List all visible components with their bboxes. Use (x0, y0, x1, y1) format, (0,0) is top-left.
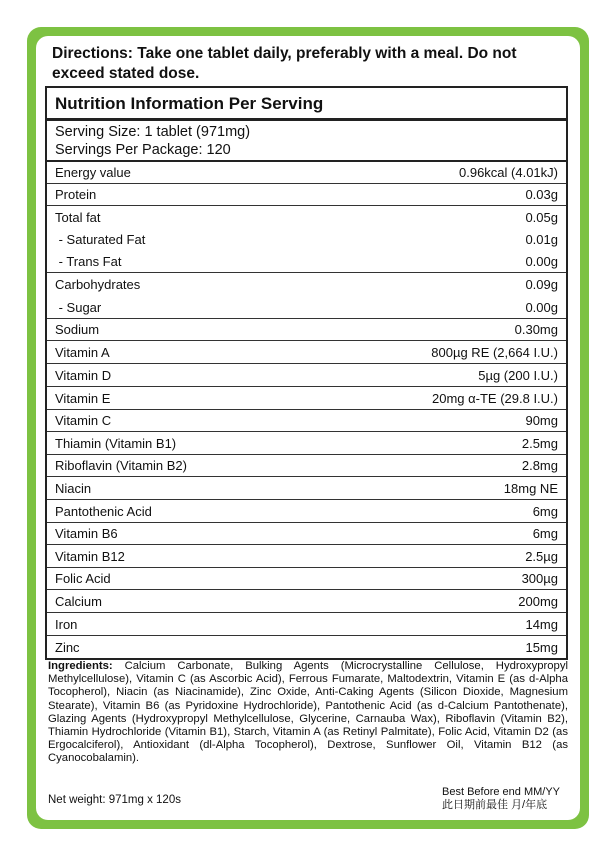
nutrient-name: Vitamin A (55, 344, 110, 360)
nutrient-value: 20mg α-TE (29.8 I.U.) (432, 390, 558, 406)
table-row (47, 545, 566, 568)
nutrient-value: 0.09g (525, 277, 558, 292)
table-row (47, 228, 566, 250)
nutrient-group (47, 273, 566, 319)
table-row (47, 387, 566, 410)
nutrient-value: 2.5µg (525, 548, 558, 564)
nutrient-name: Vitamin D (55, 367, 112, 383)
ingredients-list: Calcium Carbonate, Bulking Agents (Microcrystalline Cellulose, Hydroxypropyl Methylcellulose), Vitamin C (as Ascorbic Acid), Ferrous Fumarate, Maltodextrin, Vitamin E (as d-Alpha Tocopherol), Niacin (as Niacinamide), Zinc Oxide, Anti-Caking Agents (Silicon Dioxide, Magnesium Stearate), Vitamin B6 (as Pyridoxine Hydrochloride), Pantothenic Acid (as d-Calcium Pantothenate), Glazing Agents (Hydroxypropyl Methylcellulose, Glycerine, Carnauba Wax), Riboflavin (Vitamin B2), Thiamin Hydrochloride (Vitamin B1), Starch, Vitamin A (as Retinyl Palmitate), Folic Acid, Vitamin D2 (as Ergocalciferol), Antioxidant (dl-Alpha Tocopherol), Dextrose, Sunflower Oil, Vitamin B12 (as Cyanocobalamin). (48, 660, 568, 765)
nutrient-value: 0.30mg (514, 322, 558, 337)
table-row (47, 364, 566, 387)
nutrient-name: Pantothenic Acid (55, 503, 152, 519)
table-row (47, 273, 566, 296)
nutrient-value: 15mg (525, 639, 558, 655)
table-row (47, 296, 566, 318)
ingredients-label: Ingredients: (48, 660, 113, 672)
nutrient-value: 14mg (525, 616, 558, 632)
nutrient-value: 200mg (518, 593, 558, 609)
nutrient-name: Riboflavin (Vitamin B2) (55, 458, 187, 473)
nutrient-name: - Saturated Fat (55, 231, 146, 247)
serving-info (47, 121, 566, 162)
nutrient-value: 90mg (525, 413, 558, 428)
nutrient-value: 6mg (532, 503, 558, 519)
nutrient-name: - Sugar (55, 299, 102, 315)
nutrient-value: 0.03g (525, 187, 558, 202)
servings-per-package: Servings Per Package: 120 (55, 142, 231, 158)
nutrient-name: Vitamin E (55, 390, 111, 406)
table-row (47, 636, 566, 658)
table-row (47, 590, 566, 613)
table-row (47, 184, 566, 206)
table-row (47, 319, 566, 341)
nutrient-value: 2.5mg (521, 435, 558, 451)
nutrient-name: Energy value (55, 165, 131, 180)
nutrient-name: Vitamin B12 (55, 548, 125, 564)
best-before-en: Best Before end MM/YY (442, 786, 560, 798)
nutrient-value: 2.8mg (521, 458, 558, 473)
nutrition-table (45, 86, 568, 660)
net-weight: Net weight: 971mg x 120s (48, 794, 181, 806)
table-row (47, 613, 566, 636)
ingredients-text (48, 660, 568, 766)
nutrient-group (47, 206, 566, 273)
nutrient-value: 5µg (200 I.U.) (478, 367, 558, 383)
best-before (442, 786, 560, 812)
table-row (47, 568, 566, 590)
nutrient-rows (47, 162, 566, 658)
nutrient-name: Thiamin (Vitamin B1) (55, 435, 177, 451)
nutrient-value: 0.00g (525, 253, 558, 269)
nutrient-value: 6mg (532, 526, 558, 541)
nutrient-value: 300µg (521, 571, 558, 586)
table-row (47, 341, 566, 364)
nutrient-value: 0.01g (525, 231, 558, 247)
serving-size: Serving Size: 1 tablet (971mg) (55, 124, 251, 140)
table-title: Nutrition Information Per Serving (47, 88, 566, 121)
table-row (47, 432, 566, 455)
table-row (47, 410, 566, 432)
table-row (47, 455, 566, 477)
nutrient-value: 0.05g (525, 209, 558, 225)
table-row (47, 523, 566, 545)
nutrient-name: Niacin (55, 480, 92, 496)
nutrient-value: 0.00g (525, 299, 558, 315)
nutrient-name: Carbohydrates (55, 277, 141, 292)
nutrient-name: Folic Acid (55, 571, 111, 586)
nutrient-name: Total fat (55, 209, 101, 225)
table-row (47, 500, 566, 523)
nutrient-name: Protein (55, 187, 97, 202)
nutrient-name: Vitamin C (55, 413, 112, 428)
nutrient-name: Iron (55, 616, 78, 632)
nutrient-value: 800µg RE (2,664 I.U.) (431, 344, 558, 360)
nutrient-value: 0.96kcal (4.01kJ) (459, 165, 558, 180)
nutrient-name: Calcium (55, 593, 102, 609)
table-row (47, 477, 566, 500)
nutrient-value: 18mg NE (503, 480, 558, 496)
table-row (47, 250, 566, 272)
table-row (47, 162, 566, 184)
nutrient-name: Zinc (55, 639, 80, 655)
nutrient-name: - Trans Fat (55, 253, 122, 269)
table-row (47, 206, 566, 228)
nutrient-name: Sodium (55, 322, 100, 337)
nutrient-name: Vitamin B6 (55, 526, 118, 541)
best-before-zh: 此日期前最佳 月/年底 (442, 799, 548, 811)
directions-text: Directions: Take one tablet daily, preferably with a meal. Do not exceed stated dose. (52, 45, 517, 82)
